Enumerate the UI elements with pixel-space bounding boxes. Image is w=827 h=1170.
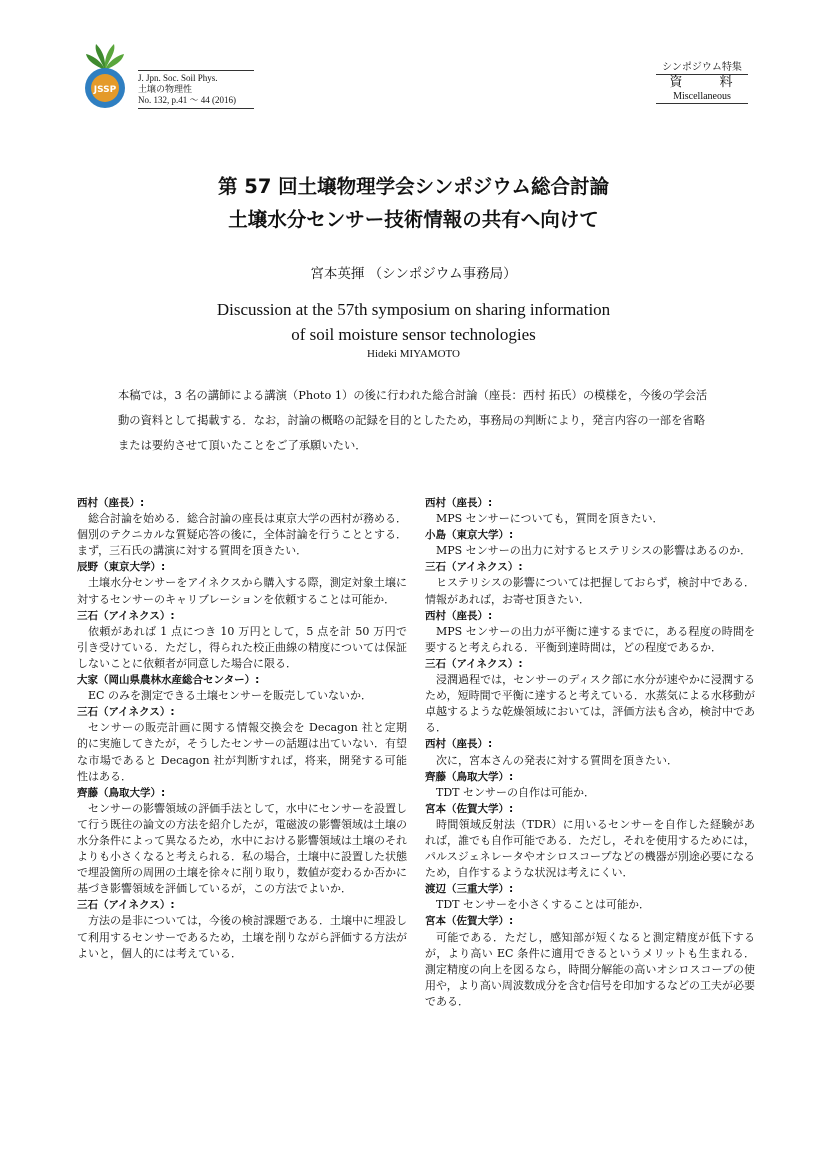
speaker-name: 西村（座長）: [77,497,145,509]
speaker-name: 三石（アイネクス）: [77,899,175,912]
left-column [77,495,407,962]
right-column [425,495,755,1010]
speaker-name: 小島（東京大学）: [425,529,514,542]
speaker-name: 西村（座長）: [425,738,493,751]
author-japanese: 宮本英揮 （シンポジウム事務局） [310,266,517,282]
speaker-name: 齊藤（鳥取大学）: [425,770,514,783]
journal-volume: No. 132, p.41 ～ 44 (2016) [138,95,236,105]
speaker-remark: MPS センサーの出力に対するヒステリシスの影響はあるのか． [436,544,752,558]
title-line-1: 第 57 回土壌物理学会シンポジウム総合討論 [217,175,610,198]
speaker-remark: 時間領域反射法（TDR）に用いるセンサーを自作した経験があれば，誰でも自作可能である．ただし，それを使用するためには，パルスジェネレータやオシロスコープなどの機器が別途必要になるため，自作するような状況は考えにくい． [425,817,755,880]
speaker-remark: 方法の是非については，今後の検討課題である．土壌中に埋設して利用するセンサーであるため，土壌を削りながら評価する方法がよいと，個人的には考えている． [77,914,407,960]
speaker-remark: センサーの影響領域の評価手法として，水中にセンサーを設置して行う既往の論文の方法を紹介したが，電磁波の影響領域は土壌の水分条件によって異なるため，水中における影響領域は土壌のそれよりも小さくなると考えられる．私の場合，土壌中に設置した状態で埋設箇所の周囲の土壌を徐々に削り取り，数値が変わるか否かに基づき影響領域を評価しているが，この方法でよいか． [77,801,407,896]
speaker-name: 三石（アイネクス）: [77,609,175,622]
section-type-en: Miscellaneous [673,91,731,102]
speaker-name: 齊藤（鳥取大学）: [77,786,166,799]
section-name: シンポジウム特集 [662,62,742,73]
speaker-remark: 総合討論を始める．総合討論の座長は東京大学の西村が務める．個別のテクニカルな質疑応答の後に，全体討論を行うこととする．まず，三石氏の講演に対する質問を頂きたい． [77,512,407,558]
journal-info [138,70,254,109]
section-label [656,62,748,104]
title-line-2: 土壌水分センサー技術情報の共有へ向けて [228,208,599,231]
speaker-name: 辰野（東京大学）: [77,561,166,574]
speaker-remark: 土壌水分センサーをアイネクスから購入する際，測定対象土壌に対するセンサーのキャリブレーションを依頼することは可能か． [77,576,407,606]
speaker-remark: TDT センサーを小さくすることは可能か． [436,898,650,912]
abstract: 本稿では，3 名の講師による講演（Photo 1）の後に行われた総合討論（座長：西村 拓氏）の模様を，今後の学会活動の資料として掲載する．なお，討論の概略の記録を目的としたため，事務局の判断により，発言内容の一部を省略または要約させて頂いたことをご了承願いたい． [118,389,708,452]
speaker-name: 三石（アイネクス）: [77,706,175,719]
speaker-name: 大家（岡山県農林水産総合センター）: [77,674,260,687]
speaker-name: 宮本（佐賀大学）: [425,802,514,815]
journal-name-en: J. Jpn. Soc. Soil Phys. [138,73,218,83]
author-english: Hideki MIYAMOTO [367,348,460,360]
speaker-remark: TDT センサーの自作は可能か． [436,785,595,799]
speaker-remark: 可能である．ただし，感知部が短くなると測定精度が低下するが，より高い EC 条件に適用できるというメリットも生まれる．測定精度の向上を図るなら，時間分解能の高いオシロスコープの使用や，より高い周波数成分を含む信号を印加するなどの工夫が必要である． [425,930,755,1008]
speaker-remark: MPS センサーについても，質問を頂きたい． [436,512,664,526]
title-en-line-1: Discussion at the 57th symposium on sharing information [216,300,611,319]
speaker-name: 宮本（佐賀大学）: [425,915,514,928]
speaker-remark: EC のみを測定できる土壌センサーを販売していないか． [88,689,372,703]
title-english [0,297,827,347]
title-en-line-2: of soil moisture sensor technologies [291,325,536,344]
speaker-remark: 次に，宮本さんの発表に対する質問を頂きたい． [436,753,678,767]
journal-name-ja: 土壌の物理性 [138,84,193,94]
speaker-remark: 依頼があれば 1 点につき 10 万円として，5 点を計 50 万円で引き受けている．ただし，得られた校正曲線の精度については保証しないことに依頼者が同意した場合に限る． [77,624,407,670]
speaker-remark: MPS センサーの出力が平衡に達するまでに，ある程度の時間を要すると考えられる．平衡到達時間は，どの程度であるか． [425,624,755,654]
speaker-remark: 浸潤過程では，センサーのディスク部に水分が速やかに浸潤するため，短時間で平衡に達すると考えている．水蒸気による水移動が卓越するような乾燥領域においては，評価方法も含め，検討中である． [425,673,755,735]
svg-text:JSSP: JSSP [93,85,117,95]
society-logo [74,40,136,112]
section-type: 資 料 [669,75,745,90]
speaker-remark: センサーの販売計画に関する情報交換会を Decagon 社と定期的に実施してきたが，そうしたセンサーの話題は出ていない．有望な市場であると Decagon 社が判断すれば，将来，開発する可能性はある． [77,721,407,783]
speaker-remark: ヒステリシスの影響については把握しておらず，検討中である．情報があれば，お寄せ頂きたい． [425,576,755,606]
speaker-name: 西村（座長）: [425,497,493,509]
speaker-name: 三石（アイネクス）: [425,657,523,670]
page-title [0,170,827,236]
speaker-name: 渡辺（三重大学）: [425,883,514,896]
speaker-name: 三石（アイネクス）: [425,561,523,574]
speaker-name: 西村（座長）: [425,609,493,622]
